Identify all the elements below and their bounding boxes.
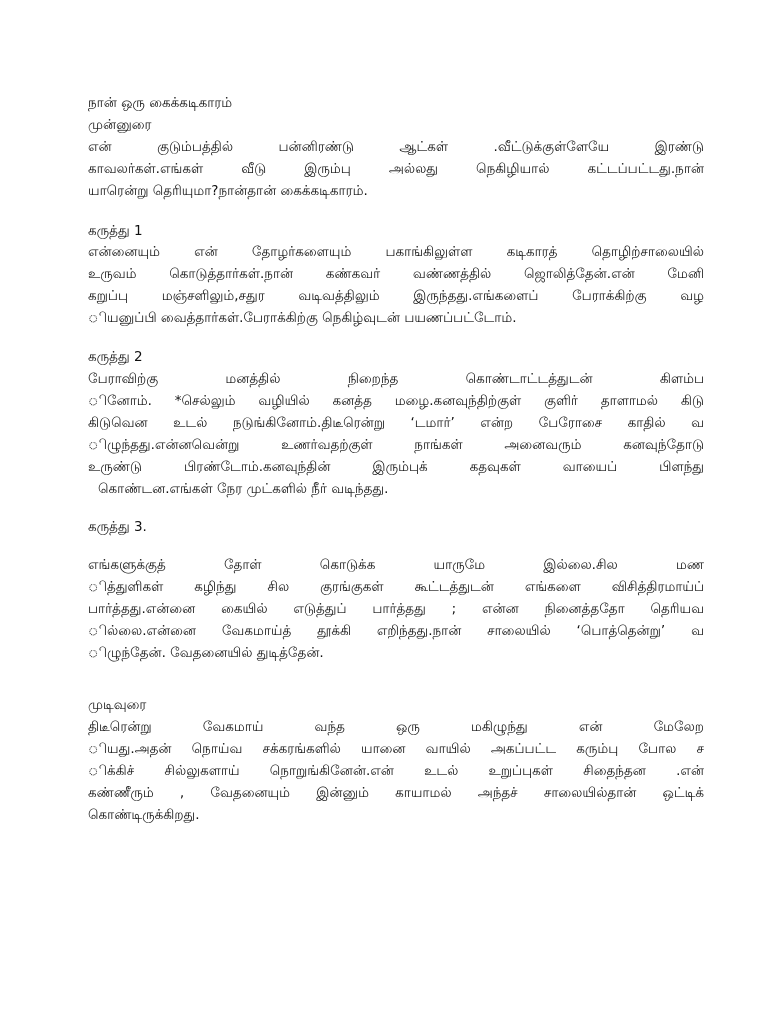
paragraph-line: ிழுந்தேன். வேதனையில் துடித்தேன். [88,645,324,661]
paragraph-line: கிடுவென உடல் நடுங்கினோம்.திடீரென்று ‘டமார்’ என்ற பேரோசை காதில் வ [88,415,704,431]
paragraph-line: என்னையும் என் தோழர்களையும் பகாங்கிலுள்ள கடிகாரத் தொழிற்சாலையில் [88,244,704,260]
paragraph-line: கொண்டிருக்கிறது. [88,807,200,823]
paragraph-line: உருண்டு பிரண்டோம்.கனவுந்தின் இரும்புக் கதவுகள் வாயைப் பிளந்து [88,459,704,475]
paragraph-line: ித்துளிகள் கழிந்து சில குரங்குகள் கூட்டத்துடன் எங்களை விசித்திரமாய்ப் [88,579,704,595]
section-heading: கருத்து 3. [88,519,147,535]
paragraph-line: ிக்கிச் சில்லுகளாய் நொறுங்கினேன்.என் உடல் உறுப்புகள் சிதைந்தன .என் [88,763,704,779]
paragraph-line: பார்த்தது.என்னை கையில் எடுத்துப் பார்த்தது ; என்ன நினைத்ததோ தெரியவ [88,601,704,617]
paragraph-line: கறுப்பு மஞ்சளிலும்,சதுர வடிவத்திலும் இருந்தது.எங்களைப் பேராக்கிற்கு வழ [88,288,704,304]
paragraph-line: ிழுந்தது.என்னவென்று உணர்வதற்குள் நாங்கள் அனைவரும் கனவுந்தோடு [88,437,704,453]
paragraph-line: ில்லை.என்னை வேகமாய்த் தூக்கி எறிந்தது.நான் சாலையில் ‘பொத்தென்று’ வ [88,623,704,639]
section-heading: கருத்து 2 [88,349,143,365]
paragraph-line: என் குடும்பத்தில் பன்னிரண்டு ஆட்கள் .வீட்டுக்குள்ளேயே இரண்டு [88,139,704,155]
paragraph-line: ியது.அதன் நொய்வ சக்கரங்களில் யானை வாயில் அகப்பட்ட கரும்பு போல ச [88,741,704,757]
paragraph-line: ியனுப்பி வைத்தார்கள்.பேராக்கிற்கு நெகிழ்வுடன் பயணப்பட்டோம். [88,310,517,326]
section-heading: முன்னுரை [88,117,152,133]
paragraph-line: காவலர்கள்.எங்கள் வீடு இரும்பு அல்லது நெகிழியால் கட்டப்பட்டது.நான் [88,161,704,177]
section-heading: முடிவுரை [88,697,147,713]
paragraph-line: பேராவிற்கு மனத்தில் நிறைந்த கொண்டாட்டத்துடன் கிளம்ப [88,371,704,387]
paragraph-line: கண்ணீரும் , வேதனையும் இன்னும் காயாமல் அந்தச் சாலையில்தான் ஒட்டிக் [88,785,704,801]
document-title: நான் ஒரு கைக்கடிகாரம் [88,95,233,111]
section-heading: கருத்து 1 [88,223,143,239]
paragraph-line: ினோம். *செல்லும் வழியில் கனத்த மழை.கனவுந்திற்குள் குளிர் தாளாமல் கிடு [88,393,704,409]
paragraph-line: யாரென்று தெரியுமா?நான்தான் கைக்கடிகாரம். [88,183,368,199]
paragraph-line: உருவம் கொடுத்தார்கள்.நான் கண்கவர் வண்ணத்தில் ஜொலித்தேன்.என் மேனி [88,266,704,282]
paragraph-line: கொண்டன.எங்கள் நேர முட்களில் நீர் வடிந்தது. [98,481,389,497]
paragraph-line: எங்களுக்குத் தோள் கொடுக்க யாருமே இல்லை.சில மண [88,557,704,573]
paragraph-line: திடீரென்று வேகமாய் வந்த ஒரு மகிழுந்து என் மேலேற [88,719,704,735]
